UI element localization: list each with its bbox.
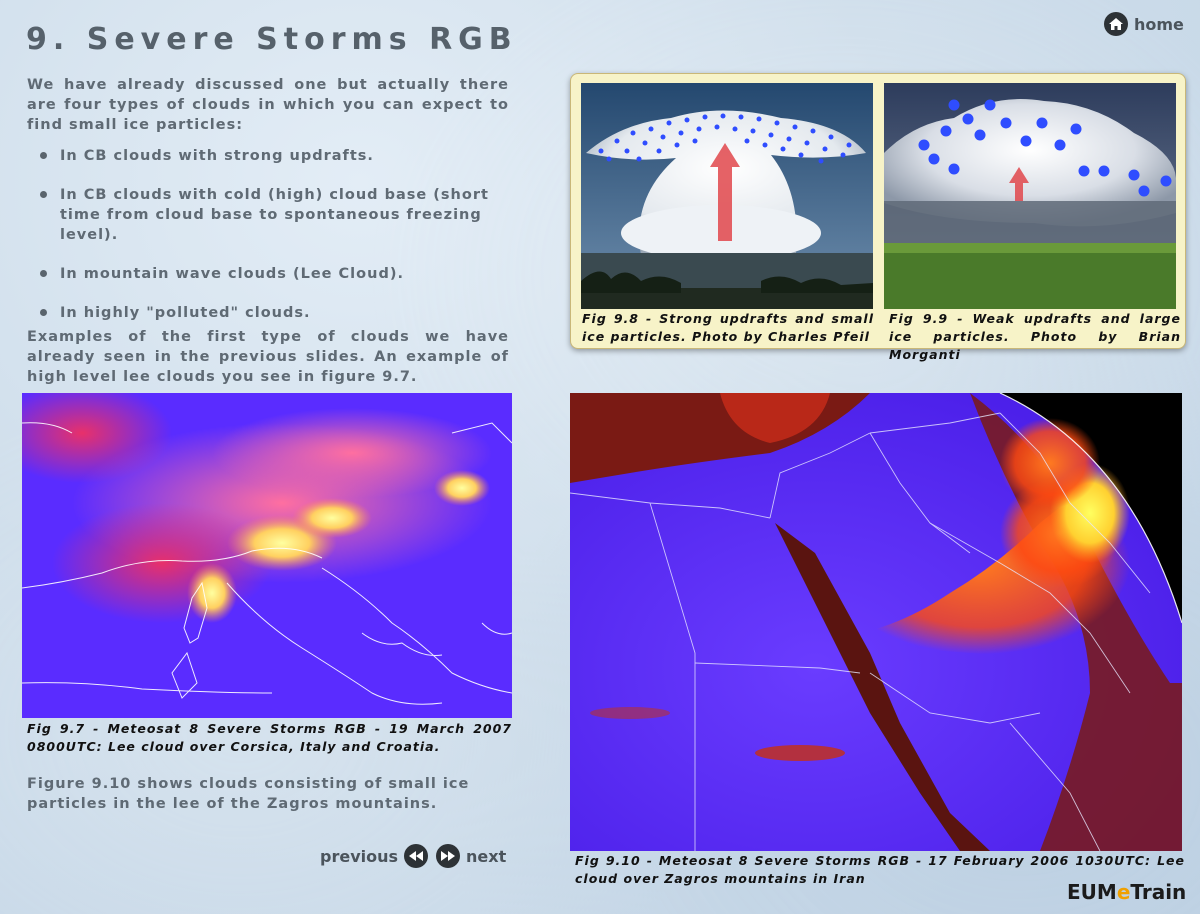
home-icon bbox=[1104, 12, 1128, 36]
examples-paragraph: Examples of the first type of clouds we have already seen in the previous slides. An example of high level lee clouds you see in figure 9.7. bbox=[27, 329, 509, 385]
previous-button[interactable] bbox=[320, 844, 428, 868]
fast-forward-icon bbox=[436, 844, 460, 868]
previous-label: previous bbox=[320, 846, 399, 866]
list-item: In highly "polluted" clouds. bbox=[40, 303, 510, 323]
fig-9-7-caption: Fig 9.7 - Meteosat 8 Severe Storms RGB - 19 March 2007 0800UTC: Lee cloud over Corsica, Italy and Croatia. bbox=[27, 721, 512, 754]
eumetrain-logo: EUMeTrain bbox=[1067, 880, 1187, 904]
page-title: 9. Severe Storms RGB bbox=[26, 22, 518, 57]
photo-panel bbox=[570, 73, 1186, 362]
cloud-type-list bbox=[40, 146, 510, 342]
fig-9-7-satellite-image bbox=[22, 393, 512, 718]
cb-weak-updraft-photo bbox=[884, 83, 1176, 309]
zagros-paragraph: Figure 9.10 shows clouds consisting of small ice particles in the lee of the Zagros mountains. bbox=[27, 776, 470, 812]
list-item: In CB clouds with strong updrafts. bbox=[40, 146, 510, 166]
list-item: In mountain wave clouds (Lee Cloud). bbox=[40, 264, 510, 284]
next-label: next bbox=[466, 846, 507, 866]
fig-9-10-satellite-image bbox=[570, 393, 1182, 851]
fig-9-8-caption: Fig 9.8 - Strong updrafts and small ice particles. Photo by Charles Pfeil bbox=[582, 311, 874, 344]
fig-9-10-caption: Fig 9.10 - Meteosat 8 Severe Storms RGB - 17 February 2006 1030UTC: Lee cloud over Zagros mountains in Iran bbox=[575, 853, 1185, 886]
list-item: In CB clouds with cold (high) cloud base (short time from cloud base to spontaneous freezing level). bbox=[40, 185, 510, 245]
cb-strong-updraft-photo bbox=[581, 83, 873, 309]
home-button[interactable] bbox=[1104, 12, 1184, 36]
fig-9-9-caption: Fig 9.9 - Weak updrafts and large ice particles. Photo by Brian Morganti bbox=[889, 311, 1181, 362]
rewind-icon bbox=[404, 844, 428, 868]
intro-paragraph: We have already discussed one but actually there are four types of clouds in which you can expect to find small ice particles: bbox=[27, 77, 509, 133]
home-label: home bbox=[1134, 14, 1184, 34]
next-button[interactable] bbox=[436, 844, 506, 868]
